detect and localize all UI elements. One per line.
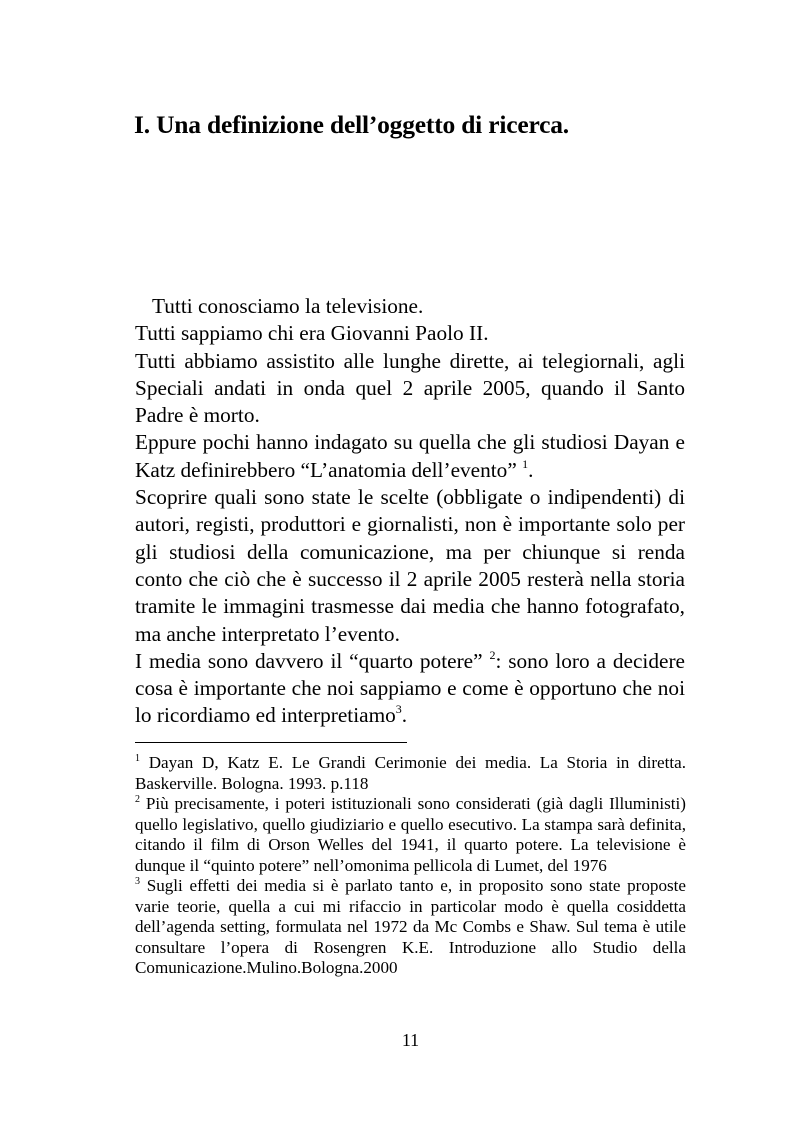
paragraph-6-start: I media sono davvero il “quarto potere”	[135, 648, 490, 673]
paragraph-6-end: .	[401, 703, 408, 728]
footnote-number: 2	[135, 794, 140, 805]
footnote-text: Dayan D, Katz E. Le Grandi Cerimonie dei media. La Storia in diretta. Baskerville. Bologna. 1993. p.118	[135, 753, 686, 793]
footnote-text: Più precisamente, i poteri istituzionali sono considerati (già dagli Illuministi) quello legislativo, quello giudiziario e quello esecutivo. La stampa sarà definita, citando il film di Orson Welles del 1941, il quarto potere. La televisione è dunque il “quinto potere” nell’omonima pellicola di Lumet, del 1976	[135, 794, 686, 875]
paragraph-2: Tutti sappiamo chi era Giovanni Paolo II.	[135, 321, 489, 346]
chapter-heading: I. Una definizione dell’oggetto di ricerca.	[134, 110, 569, 139]
footnote-separator	[135, 742, 407, 743]
paragraph-5: Scoprire quali sono state le scelte (obbligate o indipendenti) di autori, registi, produttori e giornalisti, non è importante solo per gli studiosi della comunicazione, ma per chiunque si renda conto che ciò che è successo il 2 aprile 2005 resterà nella storia tramite le immagini trasmesse dai media che hanno fotografato, ma anche interpretato l’evento.	[135, 485, 685, 646]
paragraph-3: Tutti abbiamo assistito alle lunghe dirette, ai telegiornali, agli Speciali andati in onda quel 2 aprile 2005, quando il Santo Padre è morto.	[135, 348, 685, 428]
footnote-ref-2: 2	[489, 647, 496, 662]
footnote-number: 3	[135, 876, 140, 887]
paragraph-4	[135, 429, 685, 484]
footnote-1	[135, 753, 686, 794]
paragraph-4-text: Eppure pochi hanno indagato su quella che gli studiosi Dayan e Katz definirebbero “L’anatomia dell’evento”	[135, 430, 685, 482]
footnote-number: 1	[135, 753, 140, 764]
footnote-2	[135, 794, 686, 876]
footnote-ref-3: 3	[395, 702, 402, 717]
footnote-ref-1: 1	[522, 456, 529, 471]
paragraph-4-end: .	[528, 457, 534, 482]
paragraph-6-mid: : sono loro a decidere cosa è importante che noi sappiamo e come è opportuno che noi lo ricordiamo ed interpretiamo	[135, 648, 685, 728]
paragraph-6	[135, 648, 685, 730]
footnote-3	[135, 876, 686, 979]
footnote-text: Sugli effetti dei media si è parlato tanto e, in proposito sono state proposte varie teorie, quella a cui mi rifaccio in particolar modo è quella cosiddetta dell’agenda setting, formulata nel 1972 da Mc Combs e Shaw. Sul tema è utile consultare l’opera di Rosengren K.E. Introduzione allo Studio della Comunicazione.Mulino.Bologna.2000	[135, 876, 686, 977]
body-text	[135, 293, 685, 730]
footnotes	[135, 753, 686, 979]
page-number: 11	[401, 1030, 420, 1050]
paragraph-1: Tutti conosciamo la televisione.	[152, 294, 424, 318]
